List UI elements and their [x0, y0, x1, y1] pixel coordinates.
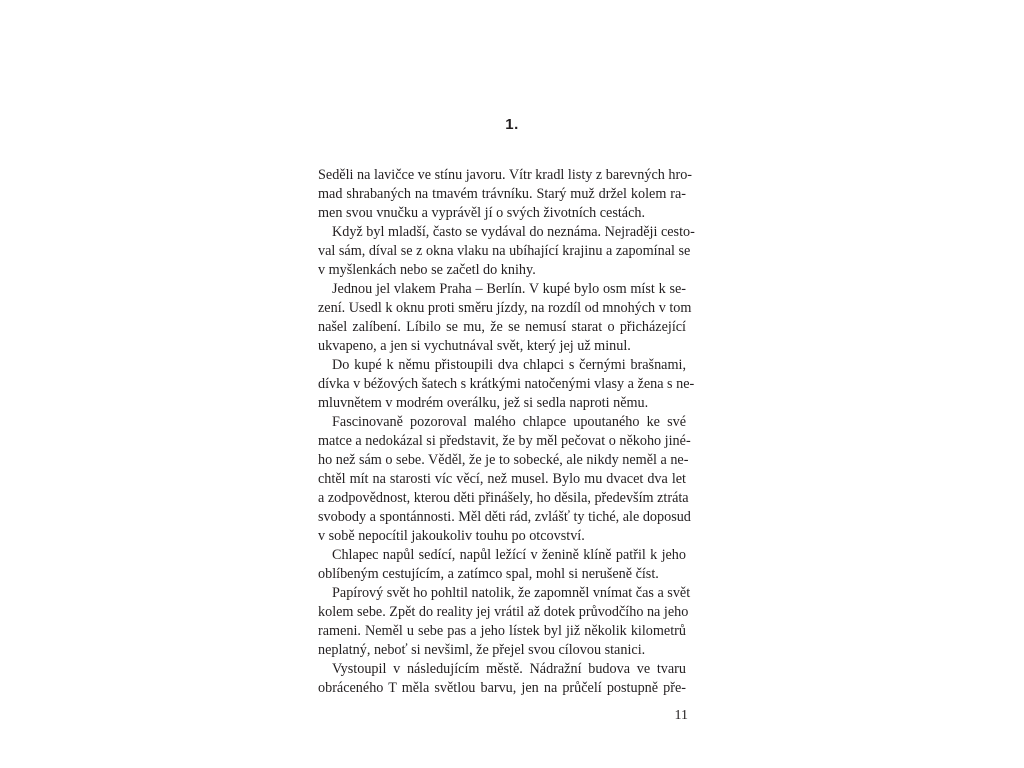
text-line: Chlapec napůl sedící, napůl ležící v ženině klíně patřil k jeho — [332, 547, 686, 563]
text-line: Seděli na lavičce ve stínu javoru. Vítr kradl listy z barevných hro- — [318, 167, 693, 183]
chapter-body-text — [318, 166, 695, 698]
text-line: ho než sám o sebe. Věděl, že je to sobecké, ale nikdy neměl a ne- — [318, 452, 689, 468]
text-line: svobody a spontánnosti. Měl děti rád, zvlášť ty tiché, ale doposud — [318, 509, 691, 525]
text-line: zení. Usedl k oknu proti směru jízdy, na rozdíl od mnohých v tom — [318, 300, 692, 316]
text-line: v myšlenkách nebo se začetl do knihy. — [318, 262, 536, 278]
text-line: Fascinovaně pozoroval malého chlapce upoutaného ke své — [332, 414, 686, 430]
paragraph — [318, 280, 692, 356]
text-line: Papírový svět ho pohltil natolik, že zapomněl vnímat čas a svět — [332, 585, 691, 601]
text-line: matce a nedokázal si představit, že by měl pečovat o někoho jiné- — [318, 433, 691, 449]
text-line: dívka v béžových šatech s krátkými natočenými vlasy a žena s ne- — [318, 376, 695, 392]
paragraph — [318, 413, 691, 546]
text-line: v sobě nepocítil jakoukoliv touhu po otcovství. — [318, 528, 585, 544]
page-number: 11 — [674, 708, 688, 723]
text-line: Jednou jel vlakem Praha – Berlín. V kupé bylo osm míst k se- — [332, 281, 686, 297]
text-line: a zodpovědnost, kterou děti přinášely, ho děsila, především ztráta — [318, 490, 689, 506]
text-line: Do kupé k němu přistoupili dva chlapci s černými brašnami, — [332, 357, 686, 373]
text-line: rameni. Neměl u sebe pas a jeho lístek byl již několik kilometrů — [318, 623, 686, 639]
paragraph — [318, 584, 691, 660]
chapter-number: 1. — [505, 116, 519, 133]
text-line: mad shrabaných na tmavém trávníku. Starý muž držel kolem ra- — [318, 186, 686, 202]
text-line: Když byl mladší, často se vydával do neznáma. Nejraději cesto- — [332, 224, 695, 240]
text-line: obráceného T měla světlou barvu, jen na průčelí postupně pře- — [318, 680, 686, 696]
text-line: oblíbeným cestujícím, a zatímco spal, mohl si nerušeně číst. — [318, 566, 659, 582]
text-line: val sám, díval se z okna vlaku na ubíhající krajinu a zapomínal se — [318, 243, 691, 259]
paragraph — [318, 166, 693, 223]
text-line: kolem sebe. Zpět do reality jej vrátil až dotek průvodčího na jeho — [318, 604, 689, 620]
paragraph — [318, 660, 686, 698]
paragraph — [318, 546, 686, 584]
text-line: Vystoupil v následujícím městě. Nádražní budova ve tvaru — [332, 661, 686, 677]
text-line: men svou vnučku a vyprávěl jí o svých životních cestách. — [318, 205, 646, 221]
text-line: neplatný, neboť si nevšiml, že přejel svou cílovou stanici. — [318, 642, 646, 658]
text-line: ukvapeno, a jen si vychutnával svět, který jej už minul. — [318, 338, 631, 354]
text-line: mluvnětem v modrém overálku, jež si sedla naproti němu. — [318, 395, 649, 411]
paragraph — [318, 223, 695, 280]
text-line: našel zalíbení. Líbilo se mu, že se nemusí starat o přicházející — [318, 319, 686, 335]
text-line: chtěl mít na starosti víc věcí, než musel. Bylo mu dvacet dva let — [318, 471, 686, 487]
paragraph — [318, 356, 695, 413]
